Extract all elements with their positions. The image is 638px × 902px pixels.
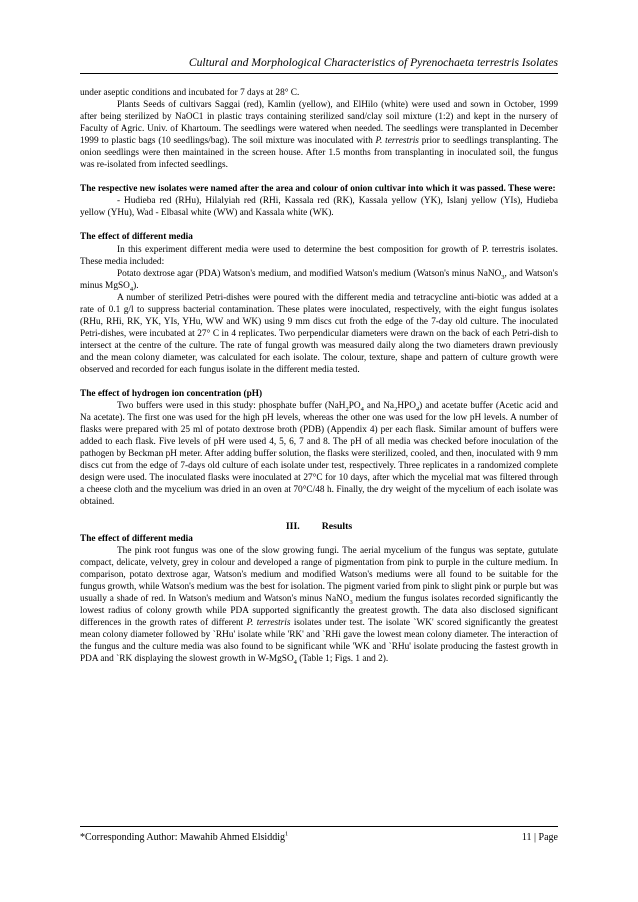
subscript: 4 xyxy=(129,285,134,293)
subscript: 4 xyxy=(293,658,297,666)
paragraph: A number of sterilized Petri-dishes were poured with the different media and tetracycline anti-biotic was added at a rate of 0.1 g/l to suppress bacterial contamination. These plates were inoculated, respectively, with the eight fungus isolates (RHu, RHi, RK, YK, YIs, YHu, WW and WK) using 9 mm discs cut froth the edge of the 7-day old culture. The inoculated Petri-dishes, were incubated at 27° C in 4 replicates. Two perpendicular diameters were drawn on the back of each Petri-dish to intersect at the centre of the culture. The rate of fungal growth was measured daily along the two diameters drawn previously and the mean colony diameter, was calculated for each isolate. The colour, texture, shape and pattern of culture growth were observed and recorded for each fungus isolate in the different media tested. xyxy=(80,292,558,375)
section-title-text: Results xyxy=(321,520,353,532)
paragraph-text: HPO xyxy=(397,401,416,412)
footer-rule xyxy=(80,826,558,827)
paragraph-text: ). xyxy=(133,280,139,291)
page-number: 11 | Page xyxy=(521,832,558,843)
paragraph: under aseptic conditions and incubated for 7 days at 28° C. xyxy=(80,88,300,98)
subscript: 2 xyxy=(345,405,349,413)
paragraph-text: Plants Seeds of cultivars Saggai (red), Kamlin (yellow), and ElHilo (white) were used and sown in October, 1999 after being sterilized by NaOC1 in plastic trays containing sterilized sand/clay soil mixture (1:2) and kept in the nursery of Faculty of Agric. Univ. of Khartoum. The seedlings were watered when needed. The seedlings were transplanted in December 1999 to plastic bags (10 seedlings/bag). The soil mixture was inoculated with xyxy=(80,100,558,147)
section-heading: The effect of different media xyxy=(80,232,193,243)
paragraph: In this experiment different media were used to determine the best composition for growth of P. terrestris isolates. These media included: xyxy=(80,244,558,267)
header-rule xyxy=(80,73,558,74)
paragraph xyxy=(80,268,558,292)
subscript: 4 xyxy=(360,405,364,413)
isolates-heading: The respective new isolates were named after the area and colour of onion cultivar into which it was passed. These were: xyxy=(80,184,556,195)
paragraph xyxy=(80,400,558,508)
paragraph-text: ) and acetate buffer (Acetic acid and Na acetate). The first one was used for the high pH levels, whereas the other one was used for the low pH levels. A number of flasks were prepared with 25 ml of potato dextrose broth (PDB) (Appendix 4) per each flask. Similar amount of buffers were added to each flask. Five levels of pH were used 4, 5, 6, 7 and 8. The pH of all media was checked before inoculation of the pathogen by Beckman pH meter. After adding buffer solution, the flasks were sterilized, cooled, and then, inoculated with 9 mm discs cut from the edge of 7-days old culture of each isolate under test, respectively. Three replicates in a randomized complete design were used. The inoculated flasks were inoculated at 27°C for 10 days, after which the mycelial mat was filtered through a cheese cloth and the mycelium was dried in an oven at 70°C/48 h. Finally, the dry weight of the mycelium of each isolate was obtained. xyxy=(80,401,558,508)
paragraph-text: and Na xyxy=(363,401,395,412)
paragraph-text: PO xyxy=(348,401,361,412)
paragraph xyxy=(80,545,558,665)
paragraph-text: The pink root fungus was one of the slow growing fungi. The aerial mycelium of the fungus was septate, gutulate compact, delicate, velvety, grey in colour and developed a range of pigmentation from pink to purple in the culture medium. In comparison, potato dextrose agar, Watson's medium and modified Watson's mediums were all found to be suitable for the fungus growth, while Watson's medium was the best for isolation. The pigment varied from pink to slight pink or purple but was usually a shade of red. In Watson's medium and Watson's minus NaNO xyxy=(80,545,558,604)
section-heading: The effect of different media xyxy=(80,533,193,544)
corresponding-author xyxy=(80,832,288,843)
paragraph-text: Two buffers were used in this study: phosphate buffer (NaH xyxy=(117,401,346,412)
section-heading: The effect of hydrogen ion concentration (pH) xyxy=(80,389,263,400)
paragraph-text: Potato dextrose agar (PDA) Watson's medium, and modified Watson's medium (Watson's minus NaNO xyxy=(117,268,502,279)
paragraph-text: , and Watson's minus MgSO xyxy=(80,268,558,291)
isolates-list: - Hudieba red (RHu), Hilalyiah red (RHi, Kassala red (RK), Kassala yellow (YK), Islanj yellow (YIs), Hudieba yellow (YHu), Wad - Elbasal white (WW) and Kassala white (WK). xyxy=(80,196,558,219)
subscript: 4 xyxy=(415,405,420,413)
species-name: P. terrestris xyxy=(375,136,419,147)
subscript: 3 xyxy=(501,273,505,281)
subscript: 2 xyxy=(394,405,398,413)
running-header: Cultural and Morphological Characteristics of Pyrenochaeta terrestris Isolates xyxy=(188,56,558,69)
paragraph-text: (Table 1; Figs. 1 and 2). xyxy=(296,654,389,665)
superscript: 1 xyxy=(285,830,289,838)
paragraph-text: isolates under test. The isolate `WK' scored significantly the greatest mean colony diameter followed by `RHu' isolate while 'RK' and `RHi gave the lowest mean colony diameter. The interaction of the fungus and the culture media was also found to be significant while 'WK and `RHu' isolate producing the fastest growth in PDA and `RK displaying the slowest growth in W-MgSO xyxy=(80,617,558,665)
results-section-title xyxy=(80,521,558,533)
species-name: P. terrestris xyxy=(246,617,291,628)
subscript: 3 xyxy=(349,598,353,606)
paragraph-text: prior to seedlings transplanting. The onion seedlings were then maintained in the screen house. After 1.5 months from transplanting in inoculated soil, the fungus was re-isolated from infected seedlings. xyxy=(80,136,558,171)
corresponding-author-text: *Corresponding Author: Mawahib Ahmed Elsiddig xyxy=(80,832,285,843)
page-footer xyxy=(80,832,558,843)
paragraph xyxy=(80,99,558,171)
article-body xyxy=(80,87,558,665)
paragraph-text: medium the fungus isolates recorded significantly the lowest radius of colony growth while PDA supported significantly the greatest growth. The data also disclosed significant differences in the growth rates of different xyxy=(80,593,559,628)
section-number: III. xyxy=(285,520,300,532)
